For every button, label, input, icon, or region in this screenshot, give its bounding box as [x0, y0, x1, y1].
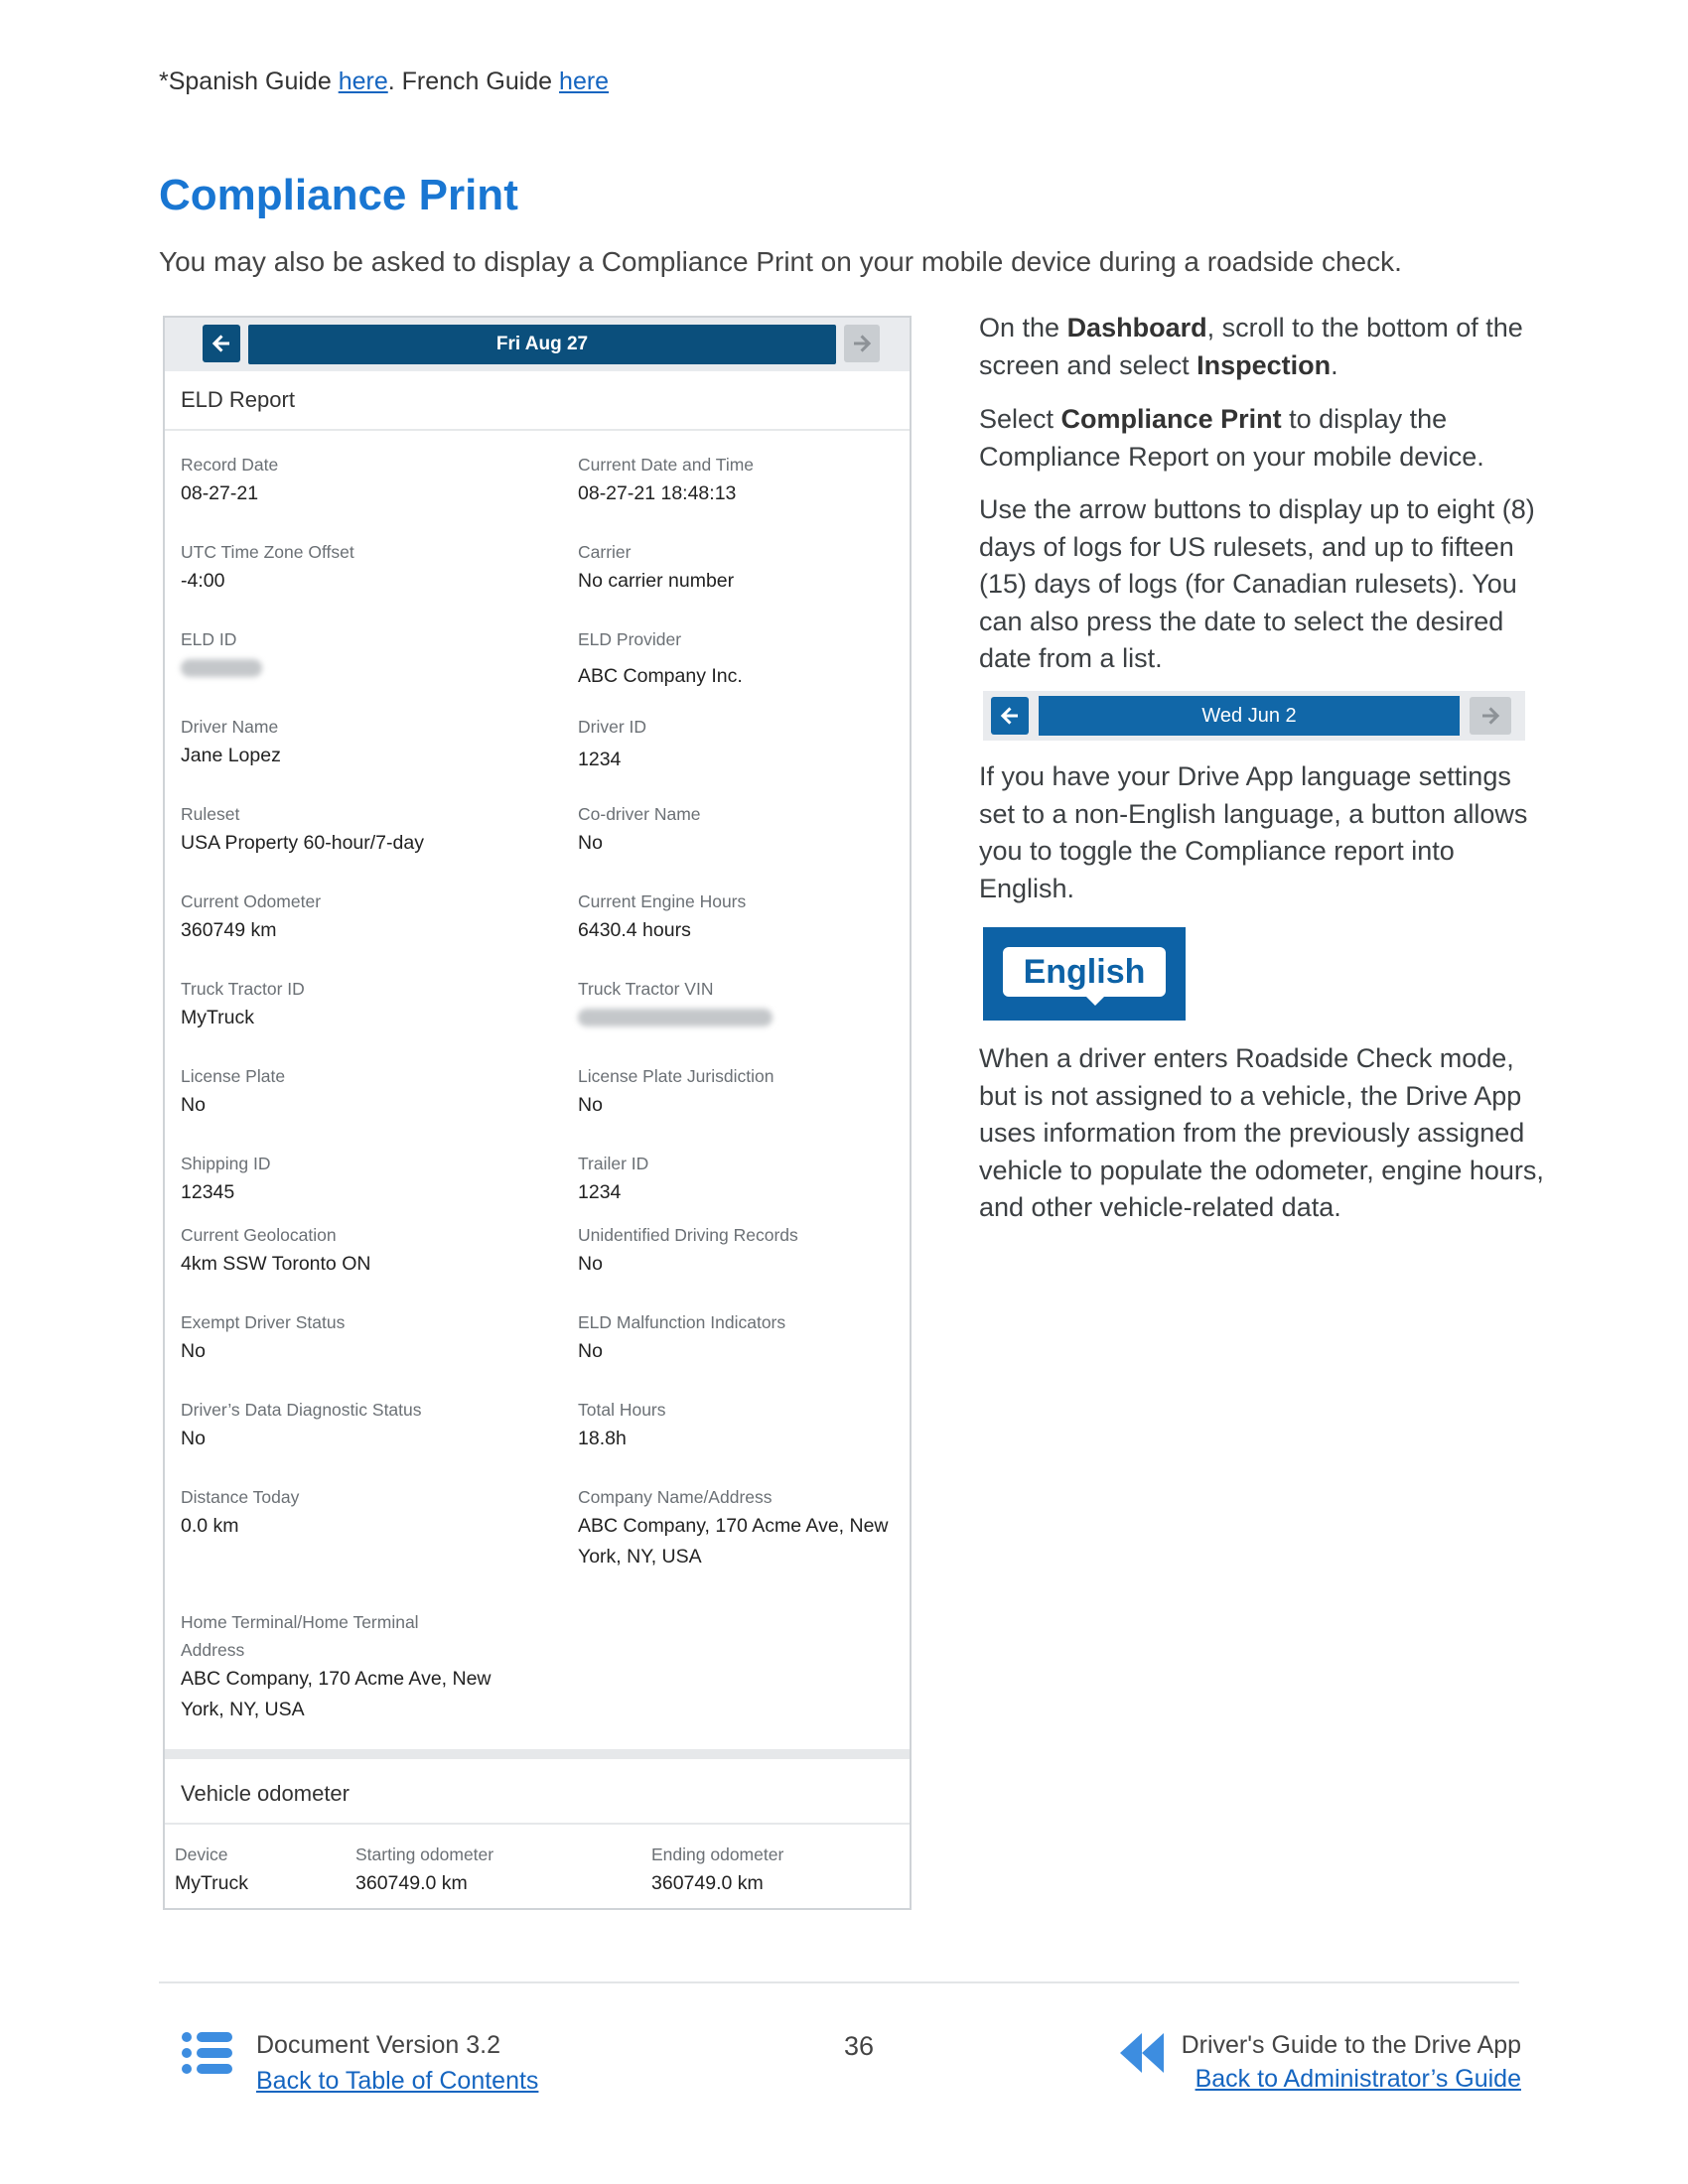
page-title: Compliance Print: [159, 171, 518, 219]
field-label: Carrier: [578, 542, 632, 562]
date-navigation-bar: [165, 318, 910, 371]
next-day-button[interactable]: [1470, 697, 1511, 735]
field-value: No carrier number: [578, 570, 735, 592]
english-button[interactable]: English: [1003, 947, 1166, 997]
field-label: License Plate Jurisdiction: [578, 1066, 774, 1086]
arrow-right-icon: [1478, 704, 1502, 728]
redacted-value: [181, 659, 262, 677]
next-day-button[interactable]: [844, 325, 880, 362]
field-total-hours: [578, 1396, 666, 1454]
back-to-admin-guide-link[interactable]: Back to Administrator’s Guide: [1195, 2065, 1521, 2093]
back-to-toc-link[interactable]: Back to Table of Contents: [256, 2067, 539, 2095]
field-label: Driver’s Data Diagnostic Status: [181, 1400, 422, 1420]
previous-day-button[interactable]: [203, 325, 240, 362]
eld-report-title: ELD Report: [181, 387, 295, 412]
field-value: 1234: [578, 1181, 622, 1203]
field-value-redacted: [181, 653, 262, 687]
field-label: Ruleset: [181, 804, 240, 824]
field-truck-tractor-id: [181, 975, 305, 1033]
vehicle-odometer-title: Vehicle odometer: [181, 1781, 350, 1806]
field-value: 08-27-21: [181, 482, 259, 504]
ending-odometer-value: 360749.0 km: [651, 1872, 764, 1894]
column-header: Starting odometer: [355, 1844, 494, 1864]
field-value: 6430.4 hours: [578, 919, 691, 941]
field-current-date-time: [578, 451, 754, 509]
field-value: No: [578, 1094, 603, 1116]
field-label: Current Geolocation: [181, 1225, 337, 1245]
field-label: Truck Tractor ID: [181, 979, 305, 999]
field-label: Current Date and Time: [578, 455, 755, 475]
field-truck-tractor-vin: [578, 975, 773, 1036]
field-driver-name: [181, 713, 281, 771]
guide-title: Driver's Guide to the Drive App: [1181, 2031, 1521, 2059]
instruction-dashboard: [979, 310, 1545, 384]
bold-dashboard: Dashboard: [1066, 313, 1207, 342]
text: , scroll to the bottom of the screen and select: [979, 313, 1523, 380]
field-label: Driver ID: [578, 717, 647, 737]
field-label: Trailer ID: [578, 1154, 649, 1173]
field-exempt-driver-status: [181, 1308, 345, 1367]
field-value: 08-27-21 18:48:13: [578, 482, 737, 504]
arrow-left-icon: [998, 704, 1022, 728]
field-label-line2: Address: [181, 1640, 245, 1660]
field-driver-id: [578, 713, 646, 775]
field-label: Record Date: [181, 455, 279, 475]
field-value: 4km SSW Toronto ON: [181, 1253, 371, 1275]
field-value-line1: ABC Company, 170 Acme Ave, New: [578, 1515, 889, 1537]
field-label: Driver Name: [181, 717, 279, 737]
rewind-icon[interactable]: [1118, 2031, 1166, 2075]
field-label: Current Odometer: [181, 891, 322, 911]
field-current-geolocation: [181, 1221, 370, 1280]
footer-divider: [159, 1981, 1519, 1983]
starting-odometer-value: 360749.0 km: [355, 1872, 468, 1894]
field-label: Total Hours: [578, 1400, 666, 1420]
field-label: ELD Malfunction Indicators: [578, 1312, 786, 1332]
field-value: No: [181, 1340, 206, 1362]
field-label: Company Name/Address: [578, 1487, 773, 1507]
device-value: MyTruck: [175, 1872, 249, 1894]
field-eld-id: [181, 625, 262, 687]
field-label: Current Engine Hours: [578, 891, 747, 911]
field-value-redacted: [578, 1003, 773, 1036]
field-value: No: [578, 1253, 603, 1275]
page-number: 36: [844, 2031, 875, 2061]
intro-paragraph: You may also be asked to display a Compliance Print on your mobile device during a roadside check.: [159, 246, 1402, 277]
compliance-print-screenshot: [163, 316, 912, 1910]
field-label-line1: Home Terminal/Home Terminal: [181, 1612, 419, 1632]
arrow-left-icon: [210, 332, 233, 355]
field-data-diagnostic-status: [181, 1396, 422, 1454]
field-label: ELD Provider: [578, 629, 682, 649]
section-divider: [165, 1749, 910, 1759]
selected-date-button[interactable]: Wed Jun 2: [1039, 696, 1460, 736]
field-label: Distance Today: [181, 1487, 300, 1507]
english-toggle-example: [983, 927, 1186, 1021]
roadside-check-note: When a driver enters Roadside Check mode, but is not assigned to a vehicle, the Drive App uses information from the previously assigned vehicle to populate the odometer, engine hours, and other vehicle-related data.: [979, 1043, 1544, 1222]
field-value-line1: ABC Company, 170 Acme Ave, New: [181, 1668, 492, 1690]
divider: [165, 429, 910, 431]
field-value: No: [181, 1428, 206, 1449]
odometer-end-column: [651, 1841, 783, 1899]
field-eld-malfunction-indicators: [578, 1308, 785, 1367]
field-label: ELD ID: [181, 629, 237, 649]
odometer-device-column: [175, 1841, 248, 1899]
field-company-name-address: [578, 1483, 889, 1572]
text: Select: [979, 404, 1061, 434]
table-of-contents-icon[interactable]: [181, 2031, 232, 2075]
field-label: Co-driver Name: [578, 804, 701, 824]
field-value-line2: York, NY, USA: [578, 1546, 702, 1568]
field-trailer-id: [578, 1150, 648, 1208]
tooltip-pointer: [1086, 997, 1104, 1006]
french-guide-link[interactable]: here: [559, 68, 610, 95]
text: .: [1331, 349, 1338, 380]
redacted-value: [578, 1009, 773, 1026]
spanish-guide-text: *Spanish Guide: [159, 68, 339, 95]
column-header: Device: [175, 1844, 228, 1864]
example-date-navigation: [983, 691, 1525, 741]
field-label: UTC Time Zone Offset: [181, 542, 354, 562]
field-license-plate: [181, 1062, 285, 1121]
instruction-arrow-buttons: Use the arrow buttons to display up to eight (8) days of logs for US rulesets, and up to fifteen (15) days of logs (for Canadian rulesets). You can also press the date to select the desired date from a list.: [979, 494, 1535, 673]
field-value: No: [578, 832, 603, 854]
field-license-plate-jurisdiction: [578, 1062, 774, 1121]
field-unidentified-driving-records: [578, 1221, 798, 1280]
field-home-terminal-address: [181, 1608, 492, 1725]
field-distance-today: [181, 1483, 299, 1542]
text: On the: [979, 313, 1067, 342]
field-value: 1234: [578, 749, 622, 770]
column-header: Ending odometer: [651, 1844, 784, 1864]
field-value: 360749 km: [181, 919, 277, 941]
field-utc-offset: [181, 538, 354, 597]
field-carrier: [578, 538, 734, 597]
spanish-guide-link[interactable]: here: [338, 68, 388, 95]
bold-compliance-print: Compliance Print: [1060, 404, 1282, 434]
field-record-date: [181, 451, 278, 509]
field-value: 0.0 km: [181, 1515, 239, 1537]
field-label: Shipping ID: [181, 1154, 271, 1173]
field-label: Exempt Driver Status: [181, 1312, 346, 1332]
selected-date-button[interactable]: Fri Aug 27: [248, 325, 836, 364]
field-value-line2: York, NY, USA: [181, 1699, 305, 1720]
field-value: 18.8h: [578, 1428, 627, 1449]
field-value: No: [181, 1094, 206, 1116]
field-value: USA Property 60-hour/7-day: [181, 832, 424, 854]
arrow-right-icon: [850, 332, 874, 355]
bold-inspection: Inspection: [1196, 349, 1332, 380]
field-label: License Plate: [181, 1066, 286, 1086]
field-label: Unidentified Driving Records: [578, 1225, 798, 1245]
field-current-engine-hours: [578, 887, 746, 946]
field-value: 12345: [181, 1181, 235, 1203]
field-label: Truck Tractor VIN: [578, 979, 714, 999]
field-value: -4:00: [181, 570, 225, 592]
field-ruleset: [181, 800, 424, 859]
field-co-driver-name: [578, 800, 701, 859]
language-guides-note: [159, 68, 609, 96]
field-shipping-id: [181, 1150, 270, 1208]
french-guide-text: . French Guide: [387, 68, 560, 95]
field-value: No: [578, 1340, 603, 1362]
instruction-compliance-print: [979, 401, 1545, 476]
field-value: Jane Lopez: [181, 745, 281, 766]
odometer-start-column: [355, 1841, 493, 1899]
document-version: Document Version 3.2: [256, 2031, 500, 2059]
field-value: ABC Company Inc.: [578, 665, 743, 687]
field-eld-provider: [578, 625, 743, 692]
instruction-language-toggle: If you have your Drive App language settings set to a non-English language, a button allows you to toggle the Compliance report into English.: [979, 761, 1528, 903]
divider: [165, 1823, 910, 1825]
field-current-odometer: [181, 887, 321, 946]
text: to display the Compliance Report on your mobile device.: [979, 404, 1484, 472]
field-value: MyTruck: [181, 1007, 255, 1028]
previous-day-button[interactable]: [991, 697, 1029, 735]
